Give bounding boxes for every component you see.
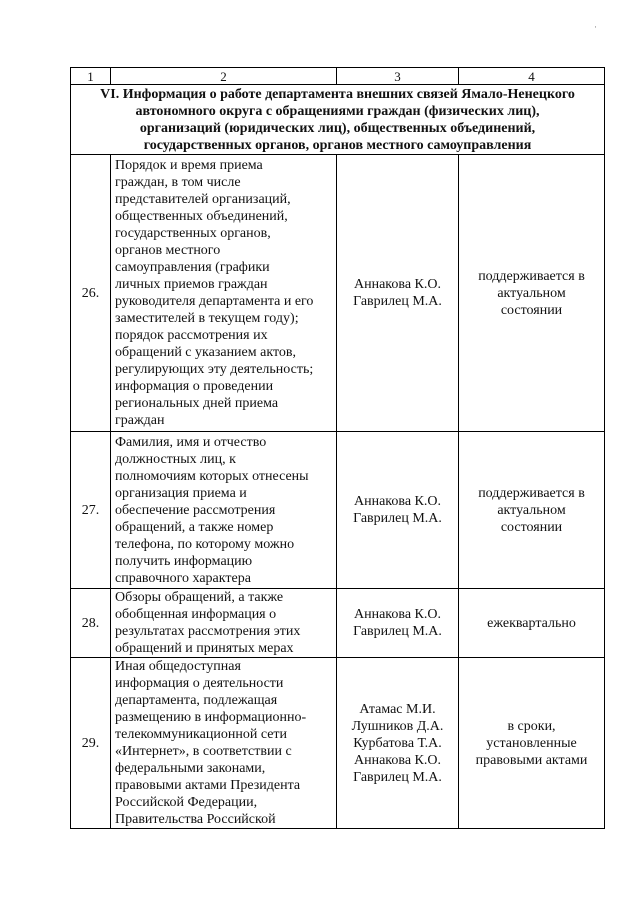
row-description <box>111 432 337 589</box>
description-line: федеральными законами, <box>115 761 266 776</box>
period-line: актуальном <box>497 285 566 301</box>
section-title-line: государственных органов, органов местного самоуправления <box>143 137 532 153</box>
information-table <box>70 67 605 829</box>
period-line: состоянии <box>500 302 563 318</box>
column-number: 1 <box>71 68 111 85</box>
table-row <box>71 589 605 658</box>
period-line: поддерживается в <box>478 268 585 284</box>
section-title-line: автономного округа с обращениями граждан (физических лиц), <box>135 103 540 119</box>
row-responsible <box>337 155 459 432</box>
table-row <box>71 432 605 589</box>
description-line: представителей организаций, <box>115 192 291 207</box>
description-line: руководителя департамента и его <box>115 294 314 309</box>
period-line: правовыми актами <box>475 752 588 768</box>
section-title <box>71 85 605 155</box>
row-period <box>459 589 605 658</box>
description-line: обобщенная информация о <box>115 607 277 622</box>
description-line: граждан, в том числе <box>115 175 241 190</box>
description-line: общественных объединений, <box>115 209 288 224</box>
description-line: телефона, по которому можно <box>115 536 295 552</box>
description-line: органов местного <box>115 243 221 258</box>
table-row <box>71 658 605 829</box>
description-line: организация приема и <box>115 485 247 501</box>
responsible-person: Атамас М.И. <box>359 701 436 717</box>
responsible-person: Аннакова К.О. <box>354 277 441 292</box>
row-number: 27. <box>71 432 111 589</box>
row-number: 28. <box>71 589 111 658</box>
description-line: «Интернет», в соответствии с <box>115 744 292 759</box>
responsible-person: Аннакова К.О. <box>354 752 441 768</box>
description-line: справочного характера <box>115 570 251 586</box>
period-line: установленные <box>486 735 577 751</box>
responsible-person: Курбатова Т.А. <box>353 735 442 751</box>
period-line: в сроки, <box>507 718 556 734</box>
description-line: полномочиям которых отнесены <box>115 468 309 484</box>
description-line: информация о проведении <box>115 379 274 394</box>
responsible-person: Гаврилец М.А. <box>353 511 442 526</box>
period-line: поддерживается в <box>478 485 585 501</box>
description-line: граждан <box>115 413 165 428</box>
column-number: 4 <box>459 68 605 85</box>
responsible-person: Гаврилец М.А. <box>353 624 442 639</box>
responsible-person: Аннакова К.О. <box>354 494 441 509</box>
row-number: 26. <box>71 155 111 432</box>
description-line: регулирующих эту деятельность; <box>115 362 314 377</box>
corner-mark: · <box>594 22 597 32</box>
description-line: информация о деятельности <box>115 676 284 691</box>
row-period <box>459 432 605 589</box>
description-line: Иная общедоступная <box>115 659 241 674</box>
table-row <box>71 155 605 432</box>
row-number: 29. <box>71 658 111 829</box>
description-line: результатах рассмотрения этих <box>115 624 301 639</box>
description-line: заместителей в текущем году); <box>115 311 299 326</box>
description-line: обращений и принятых мерах <box>115 641 294 656</box>
row-description <box>111 658 337 829</box>
row-responsible <box>337 589 459 658</box>
responsible-person: Гаврилец М.А. <box>353 769 442 785</box>
row-responsible <box>337 432 459 589</box>
description-line: департамента, подлежащая <box>115 693 278 708</box>
description-line: государственных органов, <box>115 226 271 241</box>
description-line: телекоммуникационной сети <box>115 727 288 742</box>
description-line: порядок рассмотрения их <box>115 328 268 343</box>
row-description <box>111 155 337 432</box>
column-number: 3 <box>337 68 459 85</box>
row-description <box>111 589 337 658</box>
responsible-person: Лушников Д.А. <box>351 718 444 734</box>
description-line: Порядок и время приема <box>115 158 263 173</box>
description-line: обеспечение рассмотрения <box>115 502 276 518</box>
row-responsible <box>337 658 459 829</box>
description-line: личных приемов граждан <box>115 277 268 292</box>
period-line: состоянии <box>500 519 563 535</box>
period-line: ежеквартально <box>487 615 576 631</box>
section-title-line: организаций (юридических лиц), общественных объединений, <box>139 120 536 136</box>
description-line: Правительства Российской <box>115 812 276 827</box>
section-title-line: VI. Информация о работе департамента внешних связей Ямало-Ненецкого <box>100 86 575 102</box>
description-line: получить информацию <box>115 553 253 569</box>
responsible-person: Аннакова К.О. <box>354 607 441 622</box>
row-period <box>459 658 605 829</box>
section-header-row <box>71 85 605 155</box>
row-period <box>459 155 605 432</box>
column-number-row <box>71 68 605 85</box>
responsible-person: Гаврилец М.А. <box>353 294 442 309</box>
description-line: региональных дней приема <box>115 396 279 411</box>
description-line: Обзоры обращений, а также <box>115 590 284 605</box>
description-line: размещению в информационно- <box>115 710 307 725</box>
column-number: 2 <box>111 68 337 85</box>
description-line: должностных лиц, к <box>115 451 236 467</box>
description-line: правовыми актами Президента <box>115 778 301 793</box>
description-line: Российской Федерации, <box>115 795 258 810</box>
description-line: Фамилия, имя и отчество <box>115 434 267 450</box>
description-line: обращений с указанием актов, <box>115 345 297 360</box>
description-line: обращений, а также номер <box>115 519 274 535</box>
description-line: самоуправления (графики <box>115 260 270 275</box>
period-line: актуальном <box>497 502 566 518</box>
